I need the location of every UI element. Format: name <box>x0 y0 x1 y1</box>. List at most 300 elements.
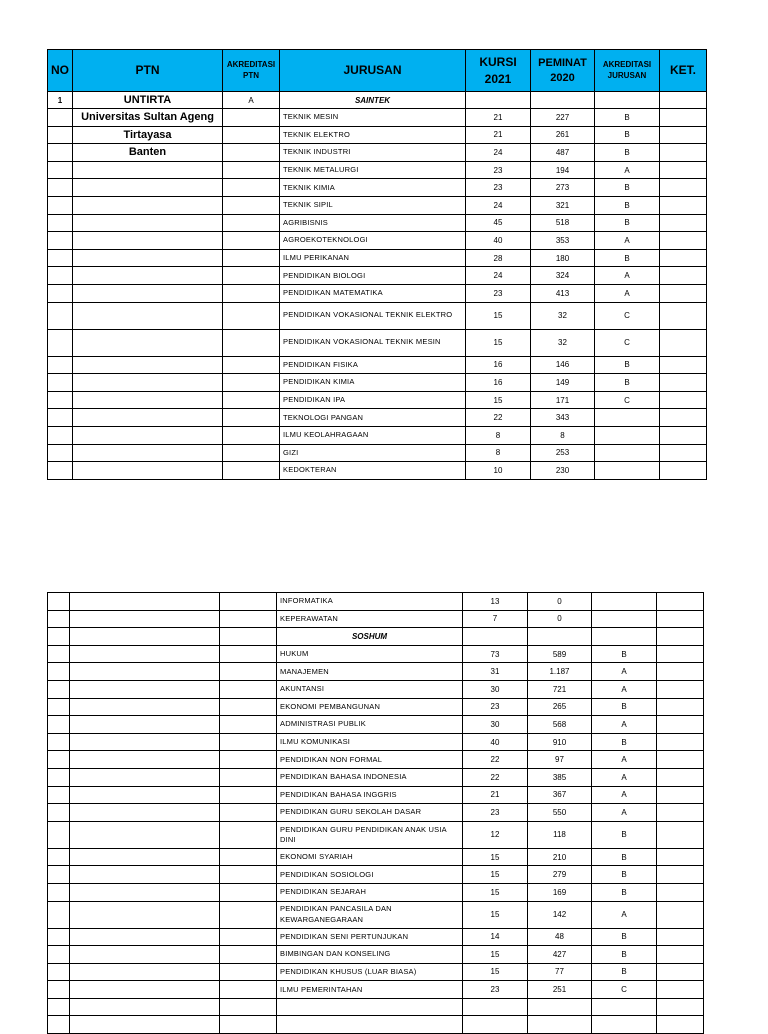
ptn-cell <box>73 391 223 409</box>
row-number-cell <box>48 374 73 392</box>
jurusan-accreditation: B <box>592 698 657 716</box>
ptn-accreditation-cell <box>223 144 280 162</box>
row-number-cell <box>48 109 73 127</box>
table-row <box>48 267 707 285</box>
ptn-accreditation-cell <box>220 901 277 928</box>
row-number-cell <box>48 848 70 866</box>
ptn-accreditation-cell <box>220 804 277 822</box>
jurusan-name: ILMU KEOLAHRAGAAN <box>280 426 466 444</box>
ptn-cell <box>70 698 220 716</box>
ptn-accreditation-cell <box>220 786 277 804</box>
ptn-cell <box>73 196 223 214</box>
jurusan-accreditation: A <box>592 663 657 681</box>
table-row <box>48 109 707 127</box>
kursi-value: 14 <box>463 928 528 946</box>
jurusan-accreditation: B <box>592 928 657 946</box>
jurusan-name: AGRIBISNIS <box>280 214 466 232</box>
table-row <box>48 883 704 901</box>
jurusan-name: ADMINISTRASI PUBLIK <box>277 716 463 734</box>
peminat-value: 550 <box>528 804 592 822</box>
ptn-accreditation-cell <box>223 161 280 179</box>
ket-cell <box>657 680 704 698</box>
jurusan-name: PENDIDIKAN FISIKA <box>280 356 466 374</box>
header-peminat: PEMINAT 2020 <box>531 50 595 92</box>
jurusan-accreditation <box>592 610 657 628</box>
kursi-value: 15 <box>466 329 531 356</box>
jurusan-name: KEPERAWATAN <box>277 610 463 628</box>
kursi-value: 15 <box>463 901 528 928</box>
jurusan-name: PENDIDIKAN BIOLOGI <box>280 267 466 285</box>
table-row <box>48 214 707 232</box>
jurusan-name: PENDIDIKAN GURU SEKOLAH DASAR <box>277 804 463 822</box>
jurusan-accreditation <box>595 444 660 462</box>
ptn-cell <box>73 284 223 302</box>
peminat-value: 273 <box>531 179 595 197</box>
row-number-cell <box>48 821 70 848</box>
table-row <box>48 374 707 392</box>
row-number-cell <box>48 161 73 179</box>
ptn-cell <box>70 716 220 734</box>
ptn-accreditation-cell <box>223 126 280 144</box>
jurusan-name: MANAJEMEN <box>277 663 463 681</box>
jurusan-accreditation: A <box>595 284 660 302</box>
ket-cell <box>660 232 707 250</box>
row-number-cell <box>48 196 73 214</box>
peminat-value: 0 <box>528 593 592 611</box>
row-number-cell <box>48 981 70 999</box>
table-row <box>48 329 707 356</box>
peminat-value: 180 <box>531 249 595 267</box>
peminat-value: 32 <box>531 329 595 356</box>
ket-cell <box>657 901 704 928</box>
peminat-value: 568 <box>528 716 592 734</box>
table-row <box>48 426 707 444</box>
ptn-accreditation-cell <box>223 374 280 392</box>
empty-row <box>48 1016 704 1034</box>
jurusan-accreditation: A <box>595 232 660 250</box>
jurusan-accreditation: C <box>595 302 660 329</box>
ptn-accreditation-cell <box>220 716 277 734</box>
row-number-cell <box>48 663 70 681</box>
kursi-value: 15 <box>463 848 528 866</box>
kursi-value: 24 <box>466 267 531 285</box>
ptn-cell <box>70 786 220 804</box>
kursi-value: 73 <box>463 645 528 663</box>
ket-cell <box>657 593 704 611</box>
peminat-value: 265 <box>528 698 592 716</box>
ptn-accreditation-cell <box>220 610 277 628</box>
table-row <box>48 179 707 197</box>
table-row <box>48 645 704 663</box>
jurusan-accreditation: B <box>595 214 660 232</box>
admission-table-page-2 <box>47 592 704 1034</box>
table-row <box>48 866 704 884</box>
row-number-cell <box>48 751 70 769</box>
row-number-cell <box>48 144 73 162</box>
kursi-value: 23 <box>466 284 531 302</box>
ket-cell <box>657 946 704 964</box>
ptn-accreditation-cell <box>223 444 280 462</box>
peminat-value: 279 <box>528 866 592 884</box>
ket-cell <box>660 179 707 197</box>
kursi-value: 31 <box>463 663 528 681</box>
ket-cell <box>660 391 707 409</box>
row-number-cell <box>48 866 70 884</box>
table-row <box>48 901 704 928</box>
ptn-cell <box>73 426 223 444</box>
ptn-cell <box>73 409 223 427</box>
jurusan-accreditation: B <box>595 196 660 214</box>
row-number-cell <box>48 214 73 232</box>
kursi-value: 15 <box>463 866 528 884</box>
jurusan-accreditation: B <box>592 963 657 981</box>
jurusan-accreditation: B <box>592 866 657 884</box>
peminat-value: 324 <box>531 267 595 285</box>
table-row <box>48 848 704 866</box>
ptn-cell <box>70 866 220 884</box>
ptn-accreditation-cell <box>220 593 277 611</box>
ptn-accreditation-cell <box>223 356 280 374</box>
jurusan-name: PENDIDIKAN VOKASIONAL TEKNIK MESIN <box>280 329 466 356</box>
kursi-value: 23 <box>466 179 531 197</box>
jurusan-name: PENDIDIKAN SENI PERTUNJUKAN <box>277 928 463 946</box>
ptn-accreditation-cell <box>220 848 277 866</box>
ptn-accreditation-cell <box>220 698 277 716</box>
peminat-value: 1.187 <box>528 663 592 681</box>
jurusan-accreditation <box>595 409 660 427</box>
ptn-accreditation-cell <box>223 232 280 250</box>
kursi-value: 8 <box>466 444 531 462</box>
ptn-cell <box>73 267 223 285</box>
kursi-value: 21 <box>466 126 531 144</box>
row-number-cell <box>48 698 70 716</box>
jurusan-accreditation: B <box>595 109 660 127</box>
ptn-accreditation-cell <box>223 391 280 409</box>
row-number-cell <box>48 645 70 663</box>
ptn-accreditation-cell <box>220 821 277 848</box>
header-akreditasi-ptn: AKREDITASI PTN <box>223 50 280 92</box>
ket-cell <box>660 409 707 427</box>
ptn-short-name: UNTIRTA <box>73 92 223 109</box>
jurusan-accreditation: A <box>592 901 657 928</box>
table-row <box>48 593 704 611</box>
table-row <box>48 963 704 981</box>
ptn-accreditation-cell <box>220 768 277 786</box>
ptn-accreditation-cell <box>223 409 280 427</box>
ptn-accreditation-cell <box>220 883 277 901</box>
jurusan-name: PENDIDIKAN BAHASA INGGRIS <box>277 786 463 804</box>
kursi-value: 13 <box>463 593 528 611</box>
jurusan-name: GIZI <box>280 444 466 462</box>
jurusan-name: PENDIDIKAN KHUSUS (LUAR BIASA) <box>277 963 463 981</box>
ptn-cell <box>70 733 220 751</box>
table-row-soshum <box>48 628 704 646</box>
kursi-value: 15 <box>463 963 528 981</box>
table-row <box>48 284 707 302</box>
kursi-value: 15 <box>466 391 531 409</box>
ptn-accreditation-cell <box>223 302 280 329</box>
ptn-accreditation-cell <box>220 928 277 946</box>
row-number-cell <box>48 901 70 928</box>
ptn-cell <box>73 444 223 462</box>
table-row <box>48 928 704 946</box>
kursi-value: 30 <box>463 680 528 698</box>
peminat-value: 48 <box>528 928 592 946</box>
kursi-value: 16 <box>466 356 531 374</box>
ptn-accreditation-cell <box>220 663 277 681</box>
ket-cell <box>660 126 707 144</box>
peminat-value: 32 <box>531 302 595 329</box>
table-row <box>48 409 707 427</box>
peminat-value: 227 <box>531 109 595 127</box>
table-row <box>48 144 707 162</box>
jurusan-name: PENDIDIKAN SOSIOLOGI <box>277 866 463 884</box>
ptn-accreditation-cell <box>220 751 277 769</box>
row-number-cell <box>48 593 70 611</box>
admission-table-page-1 <box>47 49 707 480</box>
peminat-value: 149 <box>531 374 595 392</box>
table-row <box>48 804 704 822</box>
row-number-cell <box>48 444 73 462</box>
header-ptn: PTN <box>73 50 223 92</box>
ptn-cell <box>73 214 223 232</box>
ptn-cell <box>70 963 220 981</box>
peminat-value: 142 <box>528 901 592 928</box>
kursi-value: 24 <box>466 196 531 214</box>
group-label-soshum: SOSHUM <box>277 628 463 646</box>
ket-cell <box>657 804 704 822</box>
jurusan-accreditation: B <box>595 356 660 374</box>
ptn-cell <box>73 232 223 250</box>
row-number-cell <box>48 179 73 197</box>
ptn-accreditation-cell <box>220 946 277 964</box>
jurusan-name: AKUNTANSI <box>277 680 463 698</box>
table-row <box>48 751 704 769</box>
peminat-value: 261 <box>531 126 595 144</box>
ptn-accreditation-cell <box>220 963 277 981</box>
peminat-value: 171 <box>531 391 595 409</box>
ket-cell <box>657 663 704 681</box>
row-number-cell <box>48 610 70 628</box>
table-row-saintek <box>48 92 707 109</box>
ket-cell <box>660 302 707 329</box>
jurusan-name: HUKUM <box>277 645 463 663</box>
ptn-cell <box>70 680 220 698</box>
jurusan-accreditation: B <box>595 249 660 267</box>
ket-cell <box>660 214 707 232</box>
ket-cell <box>660 444 707 462</box>
kursi-value: 15 <box>463 946 528 964</box>
row-number-cell <box>48 462 73 480</box>
row-number-cell <box>48 786 70 804</box>
ptn-accreditation-cell <box>223 462 280 480</box>
ket-cell <box>657 610 704 628</box>
kursi-value: 23 <box>463 981 528 999</box>
kursi-value: 28 <box>466 249 531 267</box>
table-row <box>48 196 707 214</box>
jurusan-accreditation: A <box>592 768 657 786</box>
jurusan-name: KEDOKTERAN <box>280 462 466 480</box>
ket-cell <box>660 196 707 214</box>
peminat-value: 146 <box>531 356 595 374</box>
row-number-cell <box>48 284 73 302</box>
ptn-accreditation-cell <box>220 680 277 698</box>
peminat-value: 8 <box>531 426 595 444</box>
kursi-value: 22 <box>466 409 531 427</box>
table-row <box>48 981 704 999</box>
ket-cell <box>657 716 704 734</box>
jurusan-name: INFORMATIKA <box>277 593 463 611</box>
ptn-cell <box>70 751 220 769</box>
row-number-cell <box>48 356 73 374</box>
peminat-value: 385 <box>528 768 592 786</box>
table-row <box>48 161 707 179</box>
row-number-cell <box>48 232 73 250</box>
jurusan-accreditation: B <box>595 126 660 144</box>
jurusan-name: PENDIDIKAN VOKASIONAL TEKNIK ELEKTRO <box>280 302 466 329</box>
row-number-cell <box>48 733 70 751</box>
ptn-cell <box>73 374 223 392</box>
table-row <box>48 733 704 751</box>
header-kursi: KURSI 2021 <box>466 50 531 92</box>
peminat-value: 343 <box>531 409 595 427</box>
ptn-accreditation-cell <box>223 284 280 302</box>
jurusan-name: PENDIDIKAN BAHASA INDONESIA <box>277 768 463 786</box>
ptn-cell: Universitas Sultan Ageng <box>73 109 223 127</box>
kursi-value: 23 <box>463 804 528 822</box>
jurusan-name: TEKNIK ELEKTRO <box>280 126 466 144</box>
peminat-value: 721 <box>528 680 592 698</box>
kursi-value: 15 <box>466 302 531 329</box>
ket-cell <box>657 883 704 901</box>
kursi-value: 22 <box>463 768 528 786</box>
peminat-value: 487 <box>531 144 595 162</box>
row-number-cell <box>48 768 70 786</box>
table-row <box>48 232 707 250</box>
table-header-row <box>48 50 707 92</box>
table-row <box>48 444 707 462</box>
ket-cell <box>657 751 704 769</box>
ptn-cell <box>70 901 220 928</box>
row-number-cell <box>48 963 70 981</box>
ptn-cell <box>73 249 223 267</box>
jurusan-accreditation: A <box>592 751 657 769</box>
jurusan-name: ILMU KOMUNIKASI <box>277 733 463 751</box>
jurusan-name: TEKNIK INDUSTRI <box>280 144 466 162</box>
table-row <box>48 946 704 964</box>
ket-cell <box>657 866 704 884</box>
ptn-accreditation-cell <box>223 214 280 232</box>
table-row <box>48 249 707 267</box>
jurusan-accreditation: B <box>592 946 657 964</box>
jurusan-accreditation <box>595 462 660 480</box>
peminat-value: 427 <box>528 946 592 964</box>
ket-cell <box>657 786 704 804</box>
ptn-cell <box>70 883 220 901</box>
kursi-value: 10 <box>466 462 531 480</box>
ket-cell <box>657 821 704 848</box>
ptn-cell <box>70 593 220 611</box>
jurusan-name: PENDIDIKAN KIMIA <box>280 374 466 392</box>
jurusan-name: ILMU PEMERINTAHAN <box>277 981 463 999</box>
ptn-accreditation-cell <box>223 329 280 356</box>
ptn-cell <box>73 161 223 179</box>
jurusan-accreditation: C <box>592 981 657 999</box>
peminat-value: 251 <box>528 981 592 999</box>
row-number-cell <box>48 302 73 329</box>
table-row <box>48 462 707 480</box>
peminat-value: 353 <box>531 232 595 250</box>
jurusan-accreditation <box>595 426 660 444</box>
ptn-accreditation-cell <box>220 645 277 663</box>
peminat-value: 194 <box>531 161 595 179</box>
kursi-value: 40 <box>466 232 531 250</box>
peminat-value: 210 <box>528 848 592 866</box>
kursi-value: 21 <box>466 109 531 127</box>
peminat-value: 97 <box>528 751 592 769</box>
ket-cell <box>660 356 707 374</box>
ptn-accreditation-cell <box>223 179 280 197</box>
header-no: NO <box>48 50 73 92</box>
jurusan-accreditation: B <box>595 374 660 392</box>
kursi-value: 23 <box>466 161 531 179</box>
row-number-cell <box>48 391 73 409</box>
jurusan-name: PENDIDIKAN PANCASILA DAN KEWARGANEGARAAN <box>277 901 463 928</box>
ptn-cell <box>70 610 220 628</box>
jurusan-accreditation: A <box>592 716 657 734</box>
jurusan-name: EKONOMI SYARIAH <box>277 848 463 866</box>
jurusan-accreditation: A <box>592 786 657 804</box>
row-number-cell <box>48 883 70 901</box>
header-akreditasi-jurusan: AKREDITASI JURUSAN <box>595 50 660 92</box>
row-number-cell <box>48 409 73 427</box>
row-number-cell <box>48 804 70 822</box>
row-number: 1 <box>48 92 73 109</box>
header-ket: KET. <box>660 50 707 92</box>
ket-cell <box>657 848 704 866</box>
jurusan-name: EKONOMI PEMBANGUNAN <box>277 698 463 716</box>
peminat-value: 118 <box>528 821 592 848</box>
kursi-value: 24 <box>466 144 531 162</box>
kursi-value: 21 <box>463 786 528 804</box>
peminat-value: 367 <box>528 786 592 804</box>
jurusan-name: ILMU PERIKANAN <box>280 249 466 267</box>
ket-cell <box>657 928 704 946</box>
ptn-cell <box>73 179 223 197</box>
ptn-accreditation: A <box>223 92 280 109</box>
ket-cell <box>657 698 704 716</box>
peminat-value: 0 <box>528 610 592 628</box>
peminat-value: 910 <box>528 733 592 751</box>
ket-cell <box>660 462 707 480</box>
ket-cell <box>660 161 707 179</box>
jurusan-accreditation: B <box>595 179 660 197</box>
ket-cell <box>660 144 707 162</box>
table-row <box>48 786 704 804</box>
kursi-value: 45 <box>466 214 531 232</box>
ket-cell <box>660 249 707 267</box>
jurusan-name: PENDIDIKAN GURU PENDIDIKAN ANAK USIA DINI <box>277 821 463 848</box>
peminat-value: 230 <box>531 462 595 480</box>
ptn-cell <box>70 821 220 848</box>
ket-cell <box>660 374 707 392</box>
kursi-value: 30 <box>463 716 528 734</box>
ptn-cell <box>73 302 223 329</box>
kursi-value: 16 <box>466 374 531 392</box>
ptn-accreditation-cell <box>223 249 280 267</box>
jurusan-accreditation: A <box>592 680 657 698</box>
table-row <box>48 391 707 409</box>
